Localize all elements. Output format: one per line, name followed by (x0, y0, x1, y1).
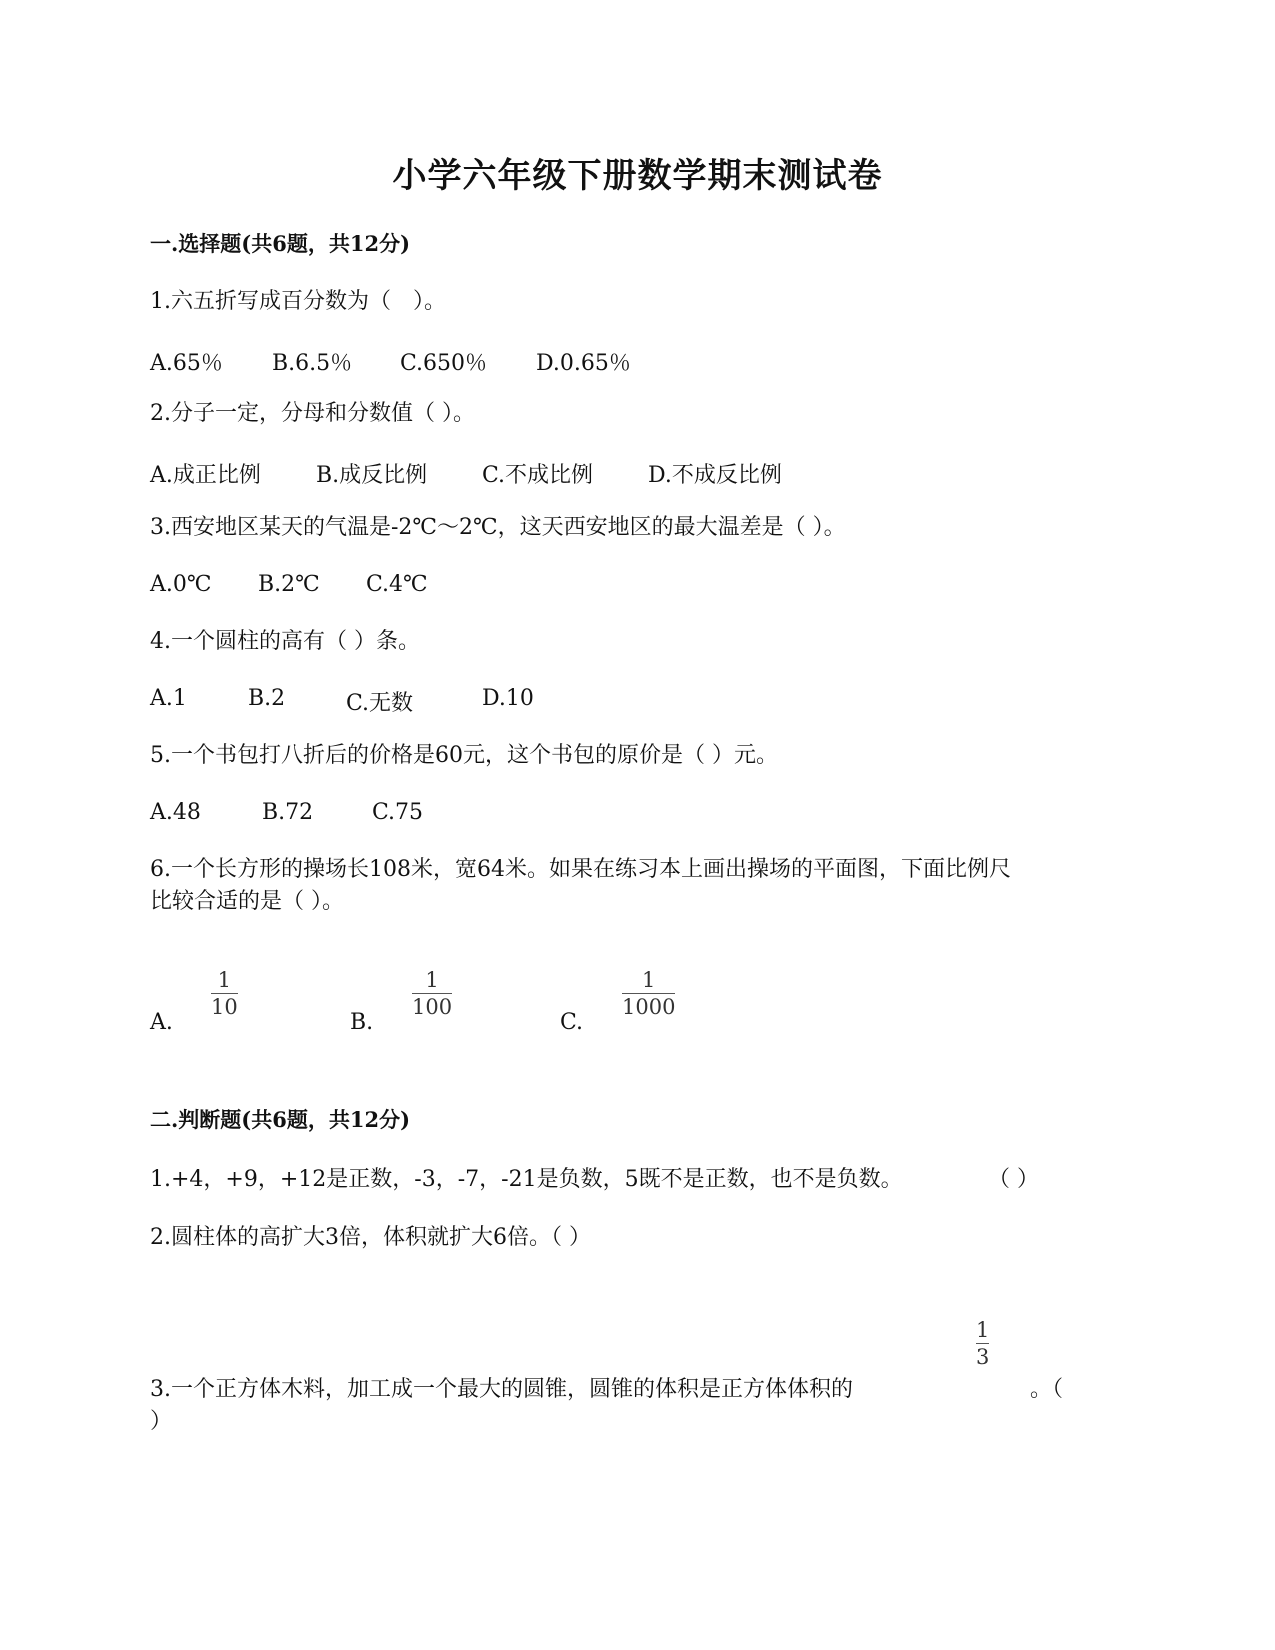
fraction-one-hundredth (412, 968, 452, 1019)
answer-blank: （ ） (988, 1167, 1039, 1192)
fraction-denominator: 1000 (622, 995, 676, 1019)
question-stem: 2.圆柱体的高扩大3倍，体积就扩大6倍。（ ） (150, 1225, 591, 1250)
option-c: C.75 (372, 800, 424, 825)
section-heading-judgement: 二.判断题(共6题，共12分) (150, 1107, 411, 1132)
question-stem: 1.+4，+9，+12是正数，-3，-7，-21是负数，5既不是正数，也不是负数。 (150, 1167, 903, 1192)
answer-blank-open: 。（ (1030, 1377, 1064, 1402)
option-c: C.不成比例 (482, 463, 594, 488)
fraction-one-third (976, 1318, 989, 1369)
option-c: C.4℃ (366, 572, 428, 597)
question-stem: 2.分子一定，分母和分数值（ ）。 (150, 401, 475, 426)
fraction-numerator: 1 (425, 968, 439, 992)
question-stem: 3.一个正方体木料，加工成一个最大的圆锥，圆锥的体积是正方体体积的 (150, 1377, 853, 1402)
fraction-bar (622, 993, 675, 994)
option-d: D.0.65％ (536, 351, 631, 376)
question-stem-line2: 比较合适的是（ ）。 (150, 889, 344, 914)
fraction-denominator: 100 (412, 995, 453, 1019)
answer-blank-close: ） (150, 1409, 173, 1434)
fraction-denominator: 10 (211, 995, 238, 1019)
page-title: 小学六年级下册数学期末测试卷 (392, 156, 883, 196)
fraction-one-thousandth (622, 968, 675, 1019)
option-a: A. (150, 1010, 173, 1035)
option-b: B.2 (248, 686, 286, 711)
option-c: C.650％ (400, 351, 488, 376)
section-heading-choice: 一.选择题(共6题，共12分) (150, 231, 411, 256)
fraction-bar (976, 1343, 989, 1344)
fraction-denominator: 3 (976, 1345, 990, 1369)
fraction-numerator: 1 (217, 968, 232, 992)
fraction-bar (412, 993, 452, 994)
option-b: B. (350, 1010, 374, 1035)
fraction-numerator: 1 (976, 1318, 990, 1342)
option-d: D.10 (482, 686, 534, 711)
option-b: B.成反比例 (316, 463, 428, 488)
option-c: C.无数 (346, 691, 414, 716)
question-stem: 5.一个书包打八折后的价格是60元，这个书包的原价是（ ）元。 (150, 743, 778, 768)
option-a: A.65％ (150, 351, 223, 376)
fraction-bar (211, 993, 238, 994)
option-b: B.2℃ (258, 572, 320, 597)
question-stem: 3.西安地区某天的气温是-2℃～2℃，这天西安地区的最大温差是（ ）。 (150, 515, 846, 540)
option-d: D.不成反比例 (648, 463, 782, 488)
fraction-numerator: 1 (642, 968, 656, 992)
option-a: A.1 (150, 686, 187, 711)
option-b: B.72 (262, 800, 314, 825)
question-stem: 1.六五折写成百分数为（ ）。 (150, 289, 446, 314)
option-b: B.6.5％ (272, 351, 353, 376)
option-a: A.成正比例 (150, 463, 261, 488)
fraction-one-tenth (211, 968, 238, 1019)
question-stem: 4.一个圆柱的高有（ ）条。 (150, 629, 420, 654)
option-c: C. (560, 1010, 584, 1035)
option-a: A.0℃ (150, 572, 212, 597)
option-a: A.48 (150, 800, 201, 825)
question-stem-line1: 6.一个长方形的操场长108米，宽64米。如果在练习本上画出操场的平面图，下面比例尺 (150, 857, 1011, 882)
